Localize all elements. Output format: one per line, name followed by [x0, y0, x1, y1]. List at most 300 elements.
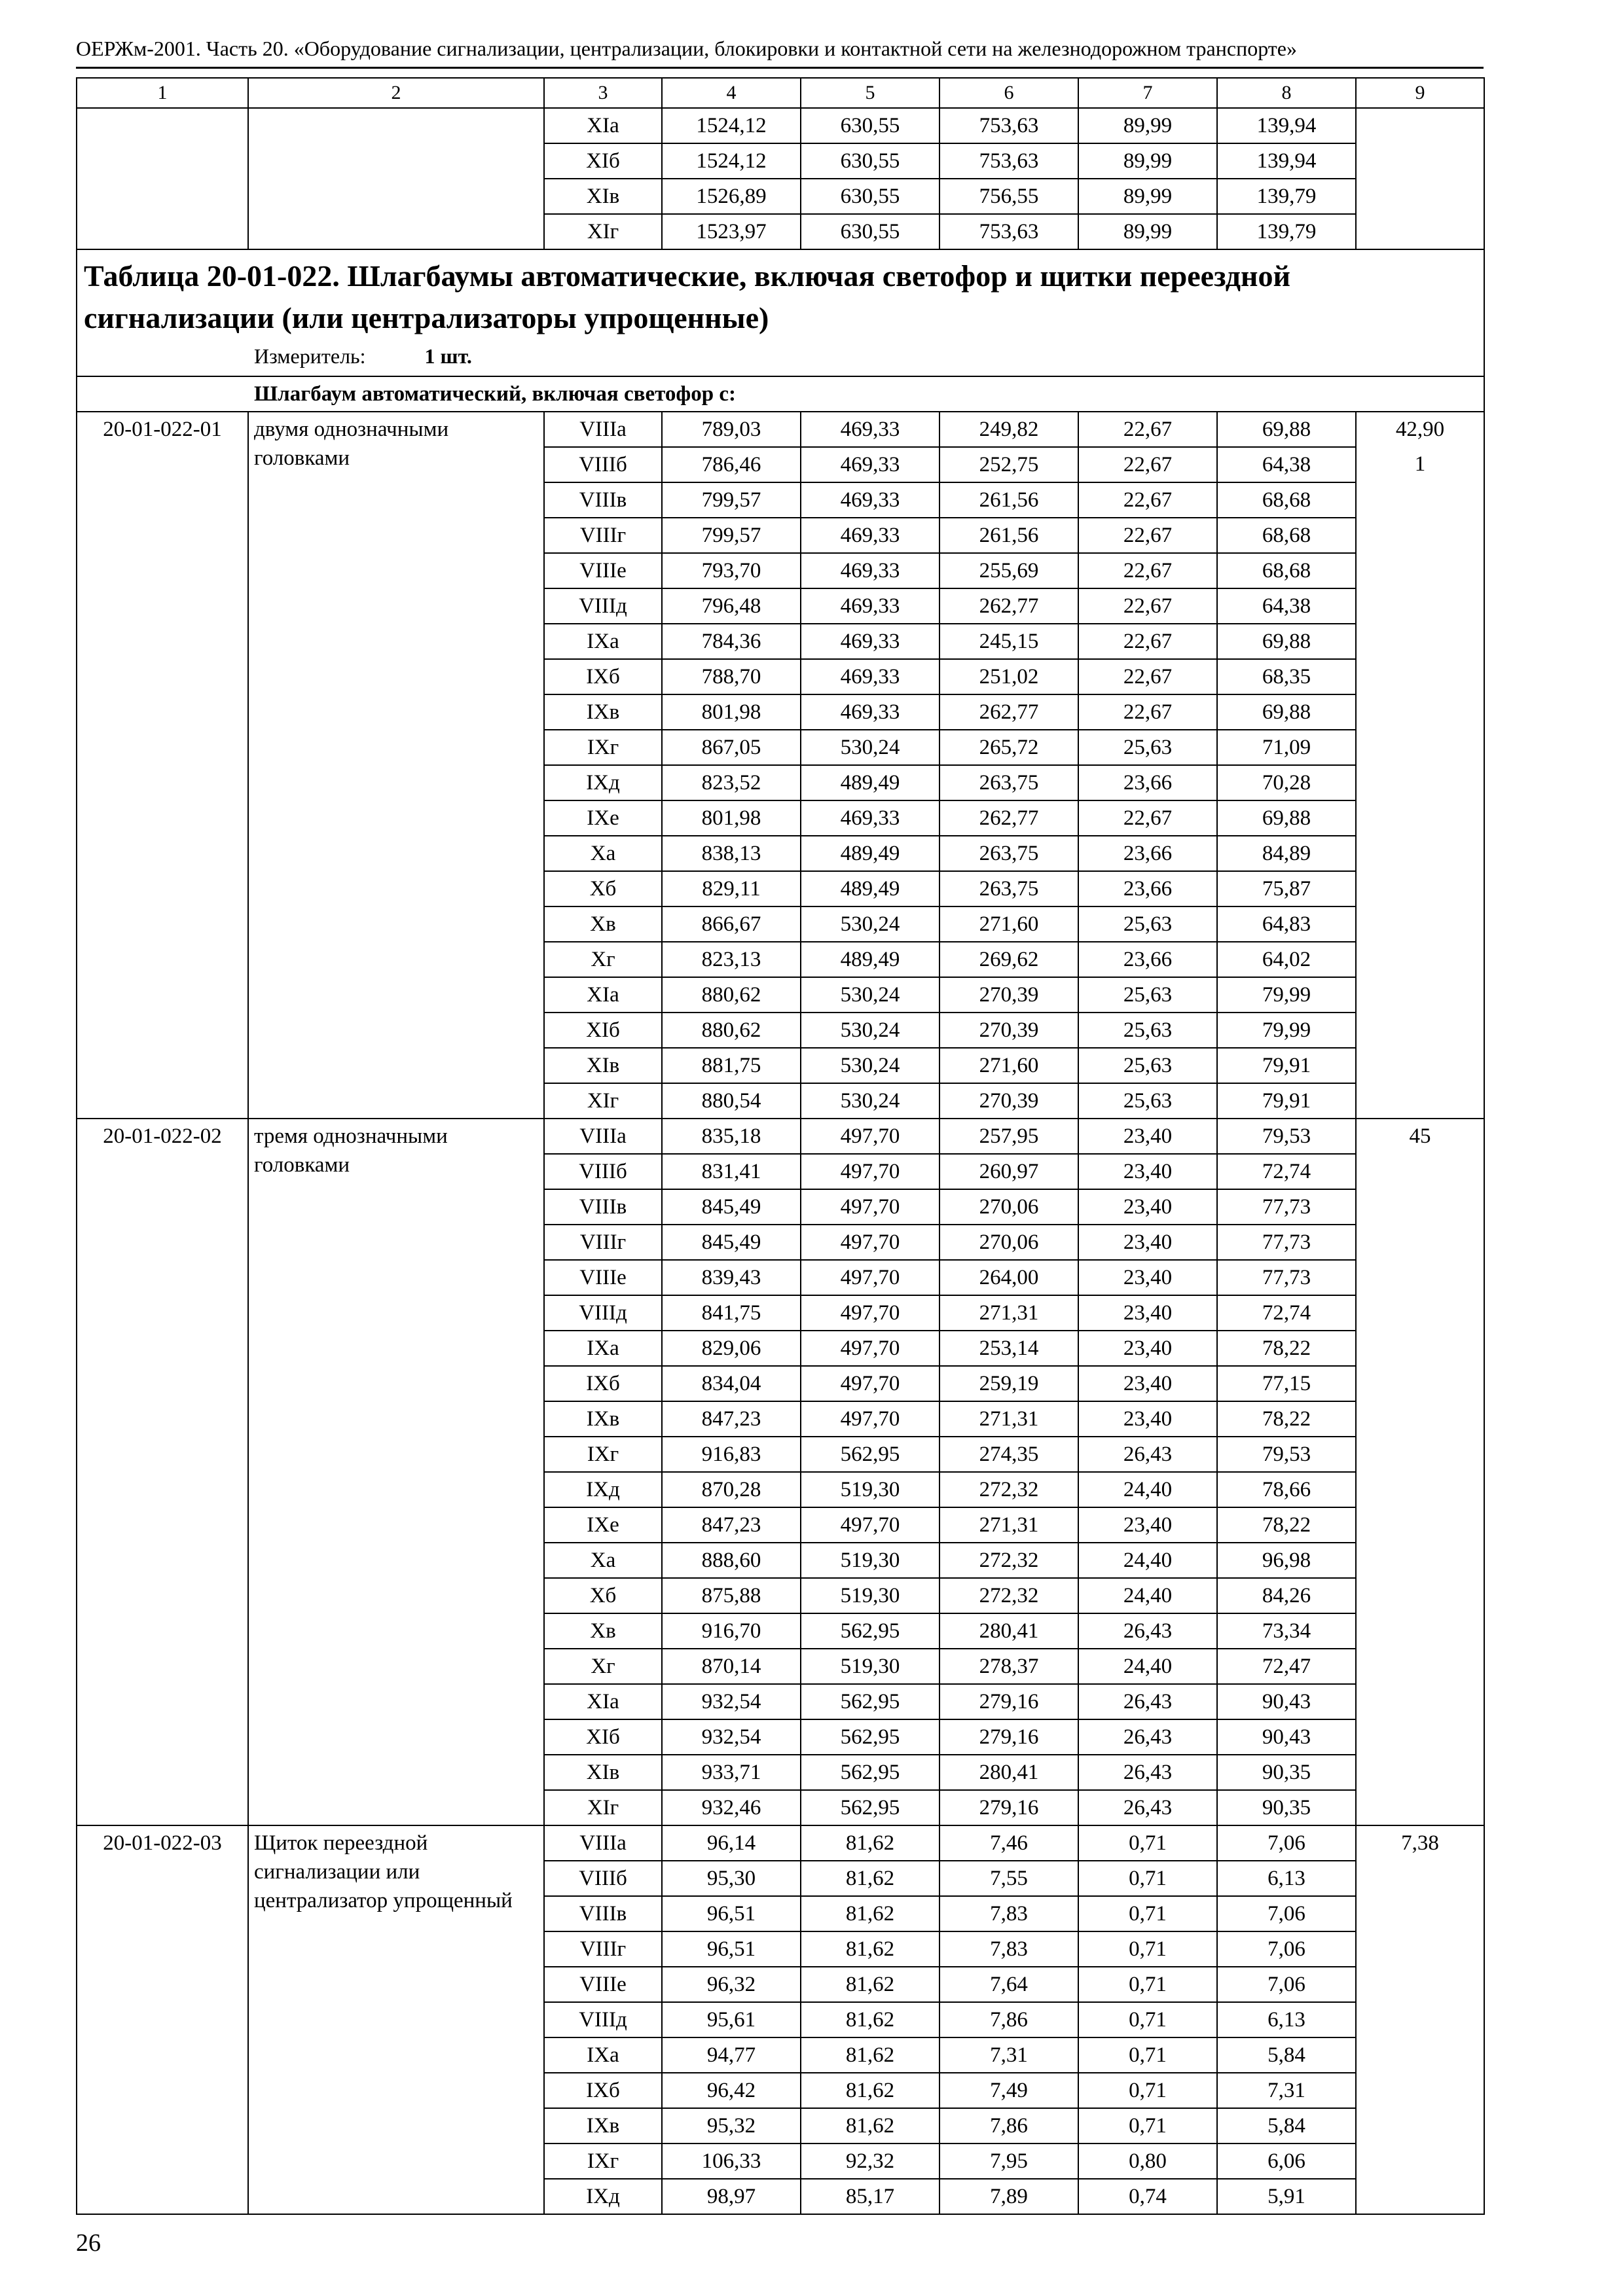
value-cell: 23,40 — [1078, 1189, 1217, 1225]
value-cell: 497,70 — [801, 1507, 939, 1543]
value-cell: 84,26 — [1217, 1578, 1356, 1613]
value-cell: 139,79 — [1217, 214, 1356, 249]
value-cell: 245,15 — [939, 624, 1078, 659]
value-cell: 7,86 — [939, 2002, 1078, 2037]
value-cell: IXв — [544, 1401, 662, 1437]
value-cell: 79,53 — [1217, 1437, 1356, 1472]
value-cell: 261,56 — [939, 518, 1078, 553]
col9-cell — [1356, 108, 1484, 249]
value-cell: 867,05 — [662, 730, 801, 765]
value-cell: XIa — [544, 977, 662, 1013]
value-cell: 23,66 — [1078, 765, 1217, 800]
value-cell: IXе — [544, 800, 662, 836]
value-cell: 5,91 — [1217, 2179, 1356, 2214]
value-cell: VIIIв — [544, 482, 662, 518]
value-cell: 916,70 — [662, 1613, 801, 1649]
value-cell: 77,73 — [1217, 1189, 1356, 1225]
value-cell: 835,18 — [662, 1119, 801, 1154]
value-cell: 469,33 — [801, 588, 939, 624]
value-cell: 90,43 — [1217, 1684, 1356, 1719]
value-cell: Xa — [544, 1543, 662, 1578]
value-cell: IXг — [544, 730, 662, 765]
value-cell: 7,95 — [939, 2144, 1078, 2179]
value-cell: 7,83 — [939, 1931, 1078, 1967]
table-row — [77, 1119, 1484, 1154]
value-cell: 75,87 — [1217, 871, 1356, 906]
value-cell: 95,61 — [662, 2002, 801, 2037]
value-cell: 932,54 — [662, 1684, 801, 1719]
value-cell: Xг — [544, 942, 662, 977]
value-cell: IXд — [544, 1472, 662, 1507]
value-cell: 271,60 — [939, 1048, 1078, 1083]
value-cell: 96,32 — [662, 1967, 801, 2002]
value-cell: VIIIг — [544, 518, 662, 553]
value-cell: 271,31 — [939, 1507, 1078, 1543]
value-cell: 880,62 — [662, 977, 801, 1013]
value-cell: 260,97 — [939, 1154, 1078, 1189]
value-cell: 7,89 — [939, 2179, 1078, 2214]
value-cell: 829,06 — [662, 1331, 801, 1366]
value-cell: 263,75 — [939, 765, 1078, 800]
value-cell: 22,67 — [1078, 447, 1217, 482]
value-cell: 262,77 — [939, 588, 1078, 624]
value-cell: 23,40 — [1078, 1507, 1217, 1543]
value-cell: 497,70 — [801, 1260, 939, 1295]
value-cell: VIIIa — [544, 1825, 662, 1861]
value-cell: 866,67 — [662, 906, 801, 942]
value-cell: 81,62 — [801, 1931, 939, 1967]
value-cell: 7,64 — [939, 1967, 1078, 2002]
value-cell: 823,13 — [662, 942, 801, 977]
value-cell: 880,62 — [662, 1013, 801, 1048]
value-cell: 262,77 — [939, 694, 1078, 730]
value-cell: 530,24 — [801, 730, 939, 765]
value-cell: 25,63 — [1078, 977, 1217, 1013]
value-cell: 497,70 — [801, 1189, 939, 1225]
value-cell: 847,23 — [662, 1507, 801, 1543]
value-cell: 753,63 — [939, 143, 1078, 179]
value-cell: 255,69 — [939, 553, 1078, 588]
value-cell: 25,63 — [1078, 1083, 1217, 1119]
value-cell: 469,33 — [801, 624, 939, 659]
measure-value: 1 шт. — [424, 344, 472, 368]
description-cell: двумя однозначными головками — [248, 412, 544, 1119]
value-cell: 81,62 — [801, 2108, 939, 2144]
value-cell: 7,06 — [1217, 1931, 1356, 1967]
value-cell: 0,71 — [1078, 2108, 1217, 2144]
value-cell: 78,22 — [1217, 1331, 1356, 1366]
description-cell: тремя однозначными головками — [248, 1119, 544, 1825]
value-cell: 916,83 — [662, 1437, 801, 1472]
value-cell: 0,71 — [1078, 1861, 1217, 1896]
value-cell: 5,84 — [1217, 2108, 1356, 2144]
table-title-cell — [77, 249, 1484, 376]
value-cell: 469,33 — [801, 412, 939, 447]
value-cell: 0,71 — [1078, 2073, 1217, 2108]
value-cell: IXд — [544, 2179, 662, 2214]
value-cell: 1526,89 — [662, 179, 801, 214]
value-cell: 7,06 — [1217, 1825, 1356, 1861]
value-cell: VIIIд — [544, 2002, 662, 2037]
value-cell: 562,95 — [801, 1684, 939, 1719]
value-cell: VIIIa — [544, 412, 662, 447]
value-cell: 265,72 — [939, 730, 1078, 765]
value-cell: 79,53 — [1217, 1119, 1356, 1154]
value-cell: 263,75 — [939, 871, 1078, 906]
value-cell: 497,70 — [801, 1295, 939, 1331]
value-cell: 841,75 — [662, 1295, 801, 1331]
value-cell: 845,49 — [662, 1225, 801, 1260]
value-cell: 26,43 — [1078, 1684, 1217, 1719]
value-cell: VIIIе — [544, 1260, 662, 1295]
value-cell: 70,28 — [1217, 765, 1356, 800]
value-cell: 23,66 — [1078, 836, 1217, 871]
value-cell: 26,43 — [1078, 1719, 1217, 1755]
value-cell: 6,13 — [1217, 1861, 1356, 1896]
value-cell: 64,83 — [1217, 906, 1356, 942]
column-number-row — [77, 78, 1484, 108]
value-cell: 69,88 — [1217, 624, 1356, 659]
value-cell: 630,55 — [801, 179, 939, 214]
value-cell: 280,41 — [939, 1755, 1078, 1790]
value-cell: 870,14 — [662, 1649, 801, 1684]
value-cell: 139,79 — [1217, 179, 1356, 214]
value-cell: VIIIб — [544, 1861, 662, 1896]
value-cell: 489,49 — [801, 942, 939, 977]
value-cell: IXе — [544, 1507, 662, 1543]
value-cell: 68,68 — [1217, 553, 1356, 588]
value-cell: 22,67 — [1078, 553, 1217, 588]
value-cell: 22,67 — [1078, 412, 1217, 447]
value-cell: VIIIг — [544, 1931, 662, 1967]
value-cell: 793,70 — [662, 553, 801, 588]
value-cell: 753,63 — [939, 214, 1078, 249]
value-cell: 497,70 — [801, 1401, 939, 1437]
value-cell: 23,66 — [1078, 942, 1217, 977]
value-cell: 272,32 — [939, 1543, 1078, 1578]
value-cell: 562,95 — [801, 1613, 939, 1649]
measure-label: Измеритель: — [254, 344, 366, 368]
code-cell: 20-01-022-03 — [77, 1825, 248, 2214]
value-cell: 7,49 — [939, 2073, 1078, 2108]
value-cell: 7,46 — [939, 1825, 1078, 1861]
value-cell: 279,16 — [939, 1719, 1078, 1755]
header-divider — [76, 67, 1484, 69]
value-cell: 249,82 — [939, 412, 1078, 447]
value-cell: 25,63 — [1078, 906, 1217, 942]
value-cell: 469,33 — [801, 659, 939, 694]
value-cell: 22,67 — [1078, 624, 1217, 659]
value-cell: 1524,12 — [662, 108, 801, 143]
value-cell: 271,60 — [939, 906, 1078, 942]
value-cell: 64,38 — [1217, 588, 1356, 624]
value-cell: 530,24 — [801, 977, 939, 1013]
table-title: Таблица 20-01-022. Шлагбаумы автоматические, включая светофор и щитки переездной сигнализации (или централизаторы упрощенные) — [84, 259, 1291, 334]
value-cell: 96,98 — [1217, 1543, 1356, 1578]
value-cell: 72,74 — [1217, 1295, 1356, 1331]
value-cell: 270,39 — [939, 1013, 1078, 1048]
value-cell: 0,71 — [1078, 1967, 1217, 2002]
value-cell: 796,48 — [662, 588, 801, 624]
value-cell: 81,62 — [801, 1861, 939, 1896]
value-cell: 519,30 — [801, 1649, 939, 1684]
section-row — [77, 376, 1484, 412]
value-cell: 98,97 — [662, 2179, 801, 2214]
value-cell: 0,74 — [1078, 2179, 1217, 2214]
column-number: 5 — [801, 78, 939, 108]
page-header: ОЕРЖм-2001. Часть 20. «Оборудование сигнализации, централизации, блокировки и контактной сети на железнодорожном транспорте» — [76, 37, 1297, 60]
table-row — [77, 108, 1484, 143]
value-cell: 630,55 — [801, 108, 939, 143]
value-cell: 252,75 — [939, 447, 1078, 482]
value-cell: 7,55 — [939, 1861, 1078, 1896]
value-cell: 23,40 — [1078, 1119, 1217, 1154]
value-cell: 89,99 — [1078, 108, 1217, 143]
value-cell: 26,43 — [1078, 1613, 1217, 1649]
value-cell: IXa — [544, 2037, 662, 2073]
value-cell: Xв — [544, 906, 662, 942]
value-cell: 69,88 — [1217, 694, 1356, 730]
value-cell: 0,71 — [1078, 1896, 1217, 1931]
value-cell: 880,54 — [662, 1083, 801, 1119]
value-cell: 78,22 — [1217, 1401, 1356, 1437]
value-cell: 64,38 — [1217, 447, 1356, 482]
value-cell: 26,43 — [1078, 1790, 1217, 1825]
value-cell: 269,62 — [939, 942, 1078, 977]
col9-cell: 42,90 — [1356, 412, 1484, 447]
value-cell: XIв — [544, 179, 662, 214]
value-cell: 23,40 — [1078, 1295, 1217, 1331]
value-cell: 784,36 — [662, 624, 801, 659]
rates-table — [76, 77, 1485, 2215]
value-cell: 261,56 — [939, 482, 1078, 518]
code-cell — [77, 108, 248, 249]
description-cell: Щиток переездной сигнализации или централизатор упрощенный — [248, 1825, 544, 2214]
value-cell: VIIIг — [544, 1225, 662, 1260]
value-cell: 79,91 — [1217, 1048, 1356, 1083]
value-cell: 89,99 — [1078, 143, 1217, 179]
value-cell: 85,17 — [801, 2179, 939, 2214]
value-cell: 1524,12 — [662, 143, 801, 179]
value-cell: 79,99 — [1217, 1013, 1356, 1048]
value-cell: 630,55 — [801, 214, 939, 249]
value-cell: 22,67 — [1078, 588, 1217, 624]
value-cell: 24,40 — [1078, 1578, 1217, 1613]
value-cell: 251,02 — [939, 659, 1078, 694]
value-cell: 630,55 — [801, 143, 939, 179]
value-cell: 81,62 — [801, 1896, 939, 1931]
value-cell: 932,54 — [662, 1719, 801, 1755]
value-cell: Xa — [544, 836, 662, 871]
value-cell: 23,40 — [1078, 1401, 1217, 1437]
column-number: 8 — [1217, 78, 1356, 108]
value-cell: 562,95 — [801, 1790, 939, 1825]
value-cell: XIг — [544, 1790, 662, 1825]
value-cell: 845,49 — [662, 1189, 801, 1225]
value-cell: 90,35 — [1217, 1755, 1356, 1790]
column-number: 4 — [662, 78, 801, 108]
value-cell: 562,95 — [801, 1437, 939, 1472]
value-cell: 489,49 — [801, 871, 939, 906]
value-cell: 799,57 — [662, 482, 801, 518]
value-cell: IXг — [544, 2144, 662, 2179]
value-cell: VIIIб — [544, 447, 662, 482]
value-cell: 870,28 — [662, 1472, 801, 1507]
value-cell: 5,84 — [1217, 2037, 1356, 2073]
value-cell: 530,24 — [801, 1048, 939, 1083]
value-cell: 6,13 — [1217, 2002, 1356, 2037]
value-cell: 1523,97 — [662, 214, 801, 249]
value-cell: 77,73 — [1217, 1225, 1356, 1260]
value-cell: 69,88 — [1217, 412, 1356, 447]
value-cell: 562,95 — [801, 1755, 939, 1790]
value-cell: 280,41 — [939, 1613, 1078, 1649]
value-cell: 106,33 — [662, 2144, 801, 2179]
value-cell: IXв — [544, 694, 662, 730]
value-cell: IXa — [544, 624, 662, 659]
value-cell: 7,31 — [1217, 2073, 1356, 2108]
value-cell: 270,06 — [939, 1189, 1078, 1225]
value-cell: IXa — [544, 1331, 662, 1366]
value-cell: 73,34 — [1217, 1613, 1356, 1649]
code-cell: 20-01-022-01 — [77, 412, 248, 1119]
value-cell: XIг — [544, 1083, 662, 1119]
value-cell: Xб — [544, 871, 662, 906]
value-cell: 469,33 — [801, 553, 939, 588]
value-cell: 932,46 — [662, 1790, 801, 1825]
value-cell: 0,71 — [1078, 2037, 1217, 2073]
value-cell: VIIIв — [544, 1189, 662, 1225]
value-cell: VIIIд — [544, 1295, 662, 1331]
value-cell: XIa — [544, 108, 662, 143]
col9-cell: 45 — [1356, 1119, 1484, 1825]
value-cell: 23,40 — [1078, 1154, 1217, 1189]
value-cell: 279,16 — [939, 1684, 1078, 1719]
value-cell: 25,63 — [1078, 730, 1217, 765]
value-cell: 22,67 — [1078, 518, 1217, 553]
value-cell: 799,57 — [662, 518, 801, 553]
value-cell: 274,35 — [939, 1437, 1078, 1472]
page-number: 26 — [76, 2229, 101, 2257]
value-cell: 22,67 — [1078, 694, 1217, 730]
table-body — [77, 78, 1484, 2214]
value-cell: 270,06 — [939, 1225, 1078, 1260]
value-cell: 263,75 — [939, 836, 1078, 871]
value-cell: 96,14 — [662, 1825, 801, 1861]
value-cell: 7,83 — [939, 1896, 1078, 1931]
value-cell: 789,03 — [662, 412, 801, 447]
value-cell: 881,75 — [662, 1048, 801, 1083]
value-cell: XIб — [544, 1719, 662, 1755]
value-cell: 25,63 — [1078, 1048, 1217, 1083]
value-cell: 7,06 — [1217, 1896, 1356, 1931]
value-cell: 81,62 — [801, 1825, 939, 1861]
value-cell: 0,71 — [1078, 1825, 1217, 1861]
value-cell: 497,70 — [801, 1331, 939, 1366]
value-cell: 933,71 — [662, 1755, 801, 1790]
value-cell: XIб — [544, 1013, 662, 1048]
col9-cell: 7,38 — [1356, 1825, 1484, 2214]
value-cell: 469,33 — [801, 482, 939, 518]
description-cell — [248, 108, 544, 249]
value-cell: 23,40 — [1078, 1366, 1217, 1401]
value-cell: 68,68 — [1217, 518, 1356, 553]
value-cell: 69,88 — [1217, 800, 1356, 836]
value-cell: 22,67 — [1078, 659, 1217, 694]
value-cell: 81,62 — [801, 2073, 939, 2108]
value-cell: 81,62 — [801, 2002, 939, 2037]
value-cell: 64,02 — [1217, 942, 1356, 977]
value-cell: 0,71 — [1078, 2002, 1217, 2037]
value-cell: 7,06 — [1217, 1967, 1356, 2002]
value-cell: 23,40 — [1078, 1225, 1217, 1260]
column-number: 7 — [1078, 78, 1217, 108]
value-cell: 753,63 — [939, 108, 1078, 143]
value-cell: 259,19 — [939, 1366, 1078, 1401]
value-cell: 139,94 — [1217, 143, 1356, 179]
value-cell: XIг — [544, 214, 662, 249]
value-cell: 530,24 — [801, 906, 939, 942]
value-cell: 489,49 — [801, 836, 939, 871]
value-cell: 823,52 — [662, 765, 801, 800]
value-cell: 0,80 — [1078, 2144, 1217, 2179]
value-cell: VIIIв — [544, 1896, 662, 1931]
value-cell: 7,86 — [939, 2108, 1078, 2144]
column-number: 1 — [77, 78, 248, 108]
value-cell: 271,31 — [939, 1295, 1078, 1331]
value-cell: 96,51 — [662, 1896, 801, 1931]
value-cell: 801,98 — [662, 800, 801, 836]
value-cell: 497,70 — [801, 1366, 939, 1401]
code-cell: 20-01-022-02 — [77, 1119, 248, 1825]
value-cell: VIIIa — [544, 1119, 662, 1154]
value-cell: 24,40 — [1078, 1472, 1217, 1507]
value-cell: 801,98 — [662, 694, 801, 730]
value-cell: 489,49 — [801, 765, 939, 800]
value-cell: 469,33 — [801, 800, 939, 836]
value-cell: 7,31 — [939, 2037, 1078, 2073]
value-cell: 96,42 — [662, 2073, 801, 2108]
value-cell: 562,95 — [801, 1719, 939, 1755]
value-cell: 888,60 — [662, 1543, 801, 1578]
value-cell: 497,70 — [801, 1154, 939, 1189]
table-row — [77, 1825, 1484, 1861]
value-cell: 22,67 — [1078, 482, 1217, 518]
value-cell: VIIIд — [544, 588, 662, 624]
value-cell: 829,11 — [662, 871, 801, 906]
value-cell: 79,91 — [1217, 1083, 1356, 1119]
value-cell: 469,33 — [801, 518, 939, 553]
value-cell: 81,62 — [801, 1967, 939, 2002]
value-cell: 530,24 — [801, 1083, 939, 1119]
value-cell: XIa — [544, 1684, 662, 1719]
value-cell: 272,32 — [939, 1472, 1078, 1507]
value-cell: 831,41 — [662, 1154, 801, 1189]
column-number: 9 — [1356, 78, 1484, 108]
value-cell: VIIIе — [544, 1967, 662, 2002]
value-cell: 79,99 — [1217, 977, 1356, 1013]
value-cell: 68,35 — [1217, 659, 1356, 694]
value-cell: 24,40 — [1078, 1543, 1217, 1578]
value-cell: IXг — [544, 1437, 662, 1472]
value-cell: 756,55 — [939, 179, 1078, 214]
value-cell: 497,70 — [801, 1119, 939, 1154]
value-cell: XIб — [544, 143, 662, 179]
value-cell: 0,71 — [1078, 1931, 1217, 1967]
value-cell: 530,24 — [801, 1013, 939, 1048]
value-cell: 278,37 — [939, 1649, 1078, 1684]
value-cell: 23,40 — [1078, 1260, 1217, 1295]
